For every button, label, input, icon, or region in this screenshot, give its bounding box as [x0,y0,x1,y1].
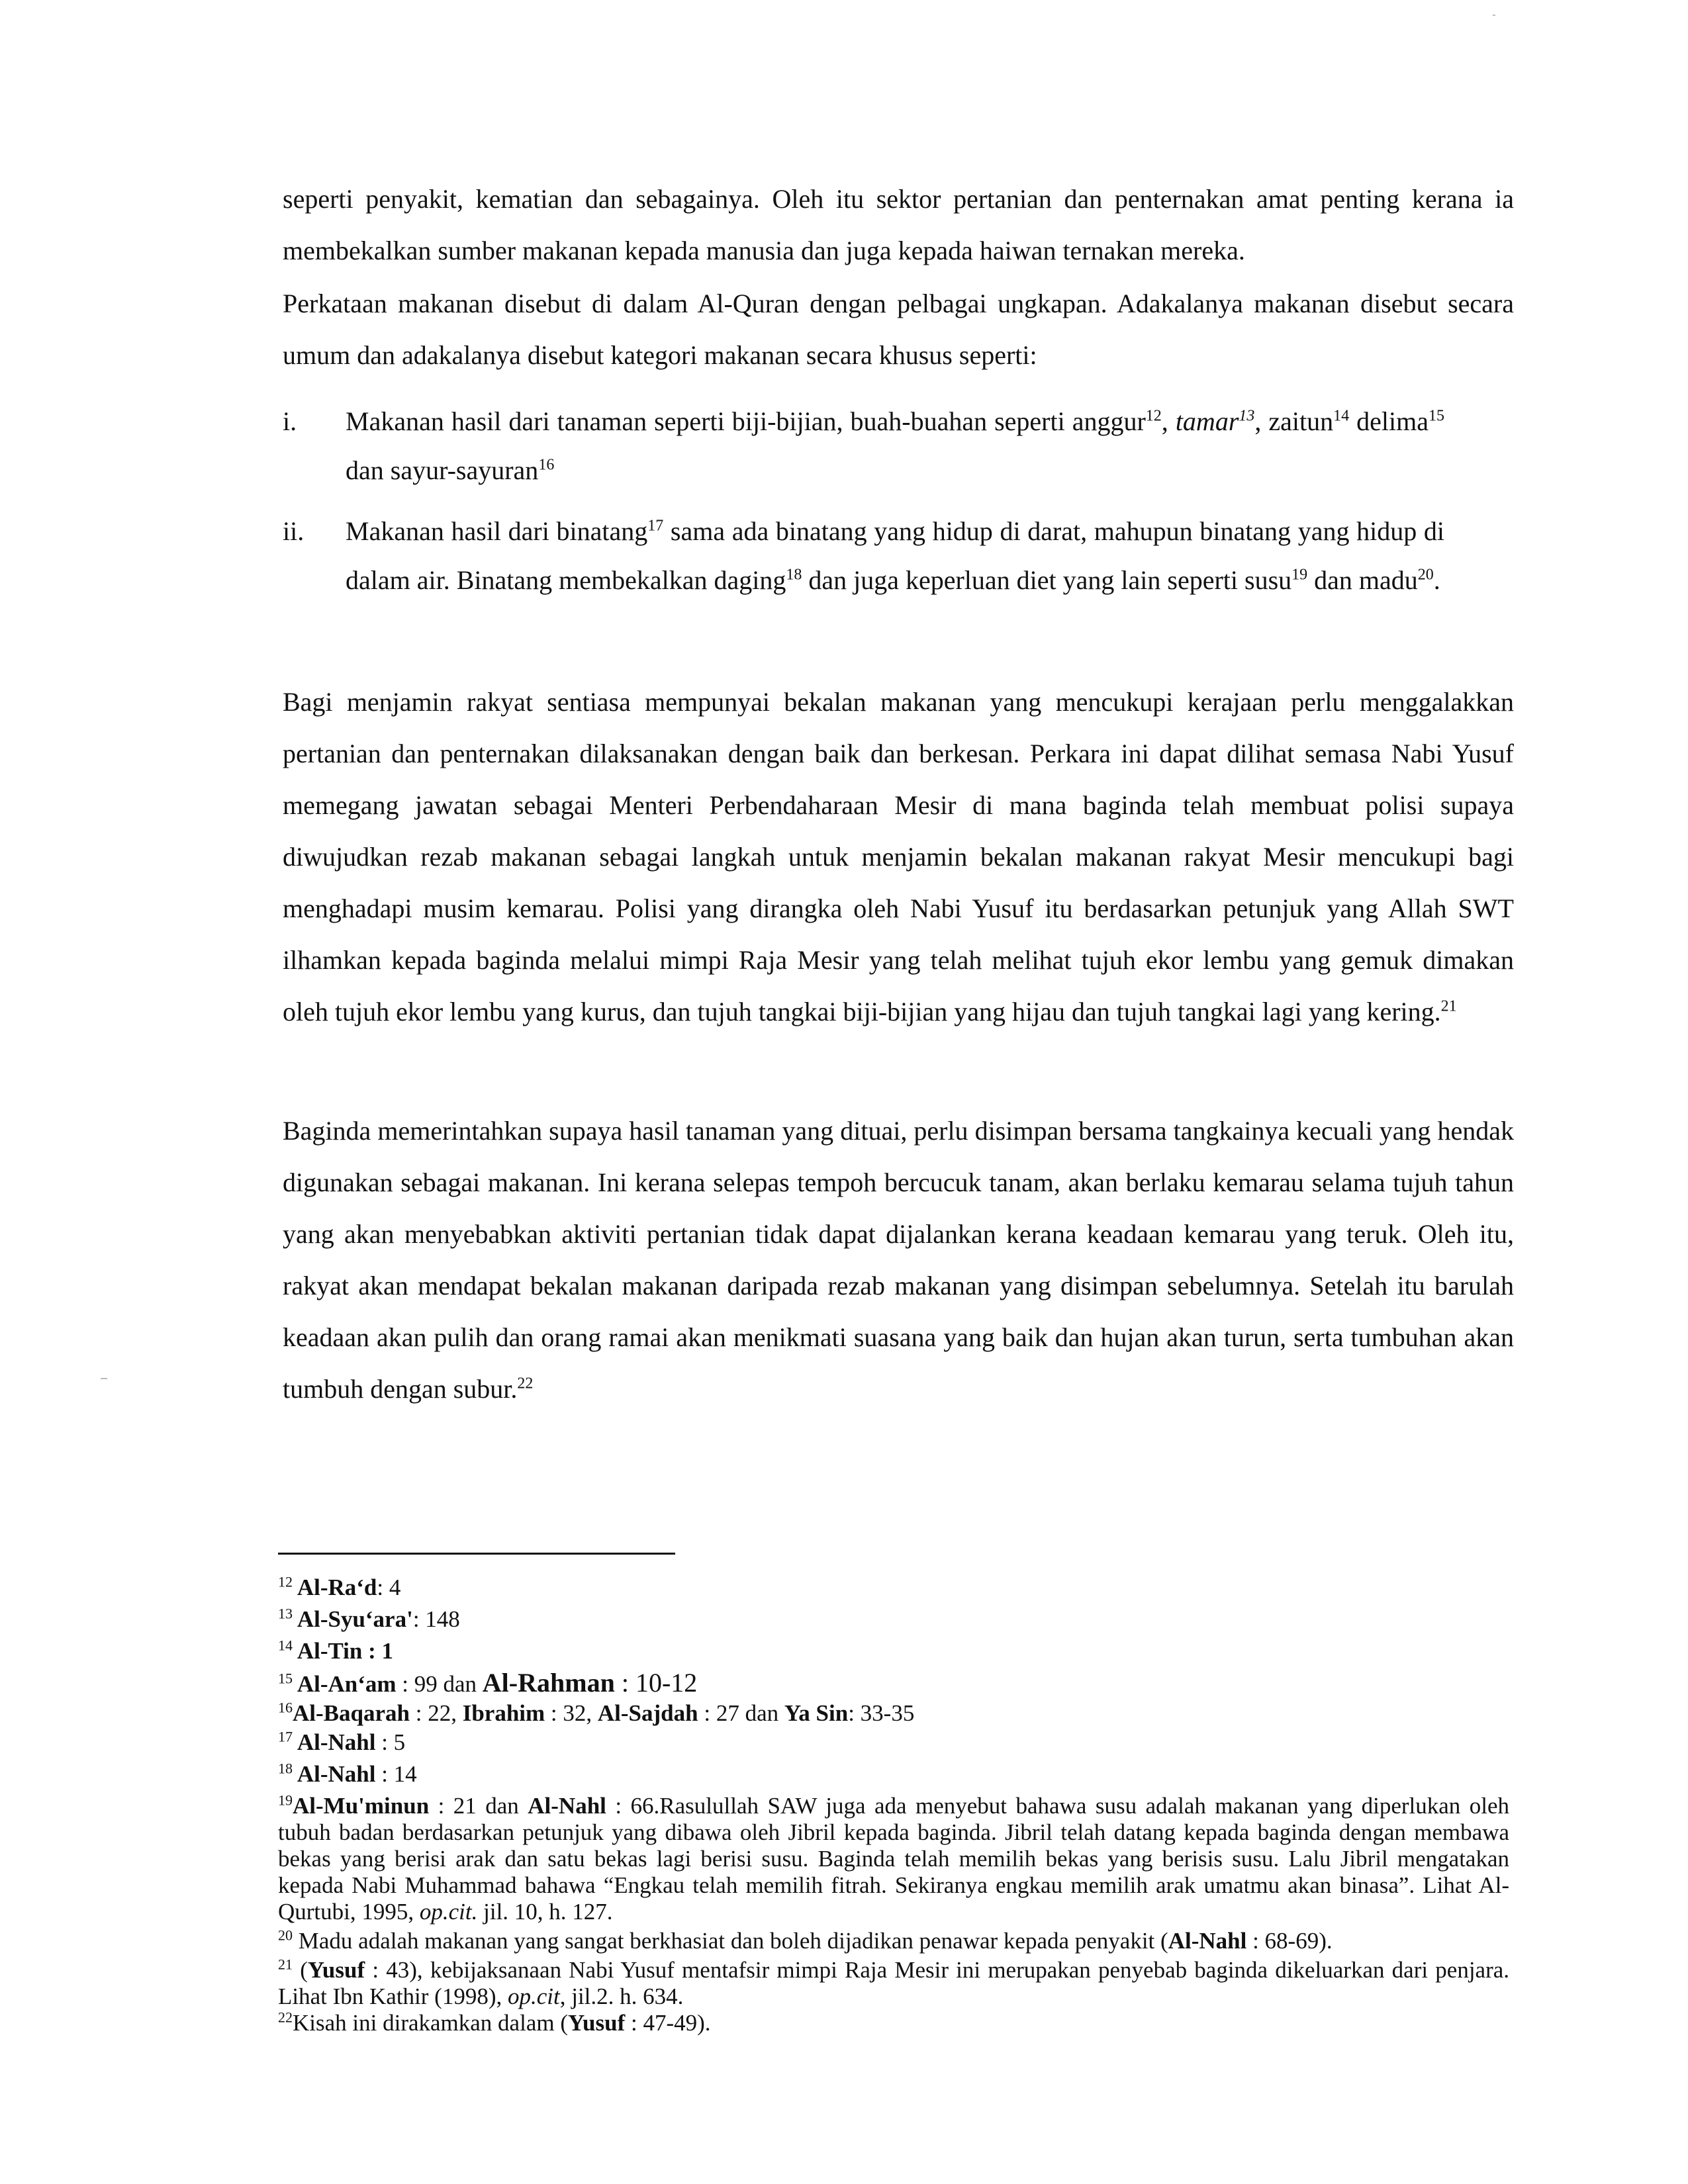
footnote-separator [278,1553,675,1555]
text-segment: : 43), kebijaksanaan Nabi Yusuf mentafsir mimpi Raja Mesir ini merupakan penyebab baginda dikeluarkan dari penjara. Lihat Ibn Kathir (1998), [278,1957,1510,2009]
footnote-reference: 19 [278,1792,293,1809]
scan-speck [1493,15,1495,16]
text-segment: . [1433,565,1440,595]
list-item-binatang [283,507,1514,605]
footnote-reference: 22 [278,2009,293,2026]
footnote-reference: 17 [278,1728,293,1745]
text-segment: : 68-69). [1246,1928,1333,1954]
footnote-16 [278,1700,1509,1727]
footnote-reference: 18 [278,1760,293,1777]
footnote-reference: 21 [1440,997,1457,1015]
text-segment: : 5 [375,1729,406,1755]
footnote-reference: 13 [1239,407,1255,425]
text-segment: : 10-12 [614,1668,698,1698]
footnote-reference: 12 [1145,407,1162,425]
footnote-15 [278,1667,1509,1700]
text-segment: Yusuf [567,2010,626,2036]
footnote-12 [278,1572,1509,1604]
text-segment: : 21 dan [429,1793,528,1819]
footnote-reference: 19 [1291,566,1308,584]
paragraph-nabi-yusuf [283,676,1514,1038]
list-item-text [346,507,1444,605]
scan-speck [101,1378,107,1379]
text-segment: Madu adalah makanan yang sangat berkhasiat dan boleh dijadikan penawar kepada penyakit ( [293,1928,1168,1954]
footnote-21 [278,1957,1509,2010]
text-segment: Baginda memerintahkan supaya hasil tanaman yang dituai, perlu disimpan bersama tangkainya kecuali yang hendak digunakan sebagai makanan. Ini kerana selepas tempoh bercucuk tanam, akan berlaku kemarau selama tujuh tahun yang akan menyebabkan aktiviti pertanian tidak dapat dijalankan kerana keadaan kemarau yang teruk. Oleh itu, rakyat akan mendapat bekalan makanan daripada rezab makanan yang disimpan sebelumnya. Setelah itu barulah keadaan akan pulih dan orang ramai akan menikmati suasana yang baik dan hujan akan turun, serta tumbuhan akan tumbuh dengan subur. [283,1116,1514,1404]
footnote-reference: 14 [1333,407,1350,425]
text-segment: : 27 dan [698,1700,784,1726]
text-segment: Perkataan makanan disebut di dalam Al-Quran dengan pelbagai ungkapan. Adakalanya makanan disebut secara umum dan adakalanya disebut kategori makanan secara khusus seperti: [283,289,1514,370]
footnote-14 [278,1635,1509,1667]
text-segment: op.cit [508,1983,560,2009]
footnote-reference: 15 [278,1670,293,1687]
text-segment: , jil.2. h. 634. [559,1983,684,2009]
text-segment: Bagi menjamin rakyat sentiasa mempunyai bekalan makanan yang mencukupi kerajaan perlu menggalakkan pertanian dan penternakan dilaksanakan dengan baik dan berkesan. Perkara ini dapat dilihat semasa Nabi Yusuf memegang jawatan sebagai Menteri Perbendaharaan Mesir di mana baginda telah membuat polisi supaya diwujudkan rezab makanan sebagai langkah untuk menjamin bekalan makanan rakyat Mesir mencukupi bagi menghadapi musim kemarau. Polisi yang dirangka oleh Nabi Yusuf itu berdasarkan petunjuk yang Allah SWT ilhamkan kepada baginda melalui mimpi Raja Mesir yang telah melihat tujuh ekor lembu yang gemuk dimakan oleh tujuh ekor lembu yang kurus, dan tujuh tangkai biji-bijian yang hijau dan tujuh tangkai lagi yang kering. [283,687,1514,1026]
footnote-20 [278,1928,1509,1954]
text-segment: : 32, [545,1700,598,1726]
text-segment: Ya Sin [784,1700,849,1726]
footnote-reference: 20 [1417,566,1434,584]
text-segment: delima [1349,406,1429,436]
text-segment: : 148 [412,1606,460,1632]
text-segment: Al-Nahl [293,1761,376,1787]
text-segment: Makanan hasil dari binatang [346,516,648,546]
text-segment: dan juga keperluan diet yang lain seperti susu [802,565,1292,595]
footnote-19 [278,1793,1509,1925]
text-segment: Al-Syu‘ara' [293,1606,413,1632]
list-marker: ii. [283,516,305,546]
text-segment: Makanan hasil dari tanaman seperti biji-bijian, buah-buahan seperti anggur [346,406,1146,436]
footnote-reference: 13 [278,1605,293,1622]
footnote-reference: 12 [278,1573,293,1590]
footnote-reference: 17 [647,517,664,535]
list-item-tanaman [283,397,1514,495]
text-segment: dan madu [1307,565,1418,595]
footnote-reference: 16 [278,1699,293,1716]
text-segment: sama ada binatang yang hidup di darat, mahupun binatang yang hidup di dalam air. Binatang membekalkan daging [346,516,1444,595]
text-segment: : 22, [409,1700,463,1726]
text-segment: jil. 10, h. 127. [477,1899,613,1925]
list-item-text [346,397,1444,495]
text-segment: seperti penyakit, kematian dan sebagainya. Oleh itu sektor pertanian dan penternakan amat penting kerana ia membekalkan sumber makanan kepada manusia dan juga kepada haiwan ternakan mereka. [283,184,1514,265]
footnote-reference: 21 [278,1956,293,1973]
text-segment: Al-Mu'minun [293,1793,430,1819]
text-segment: Ibrahim [462,1700,545,1726]
paragraph-intro [283,173,1514,277]
text-segment: : 4 [377,1574,401,1600]
footnote-13 [278,1604,1509,1635]
footnote-17 [278,1727,1509,1758]
footnotes [278,1572,1509,2036]
text-segment: tamar [1175,406,1239,436]
text-segment: , [1161,406,1176,436]
text-segment: Al-Tin : 1 [293,1638,394,1664]
text-segment: Al-Nahl [293,1729,376,1755]
footnote-reference: 18 [786,566,802,584]
text-segment: Kisah ini dirakamkan dalam ( [293,2010,568,2036]
footnote-22 [278,2010,1509,2036]
text-segment: : 14 [375,1761,417,1787]
text-segment: : 66.Rasulullah SAW juga ada menyebut bahawa susu adalah makanan yang diperlukan oleh tubuh badan berdasarkan petunjuk yang dibawa oleh Jibril kepada baginda. Jibril telah datang kepada baginda dengan membawa bekas yang berisi arak dan satu bekas lagi berisi susu. Baginda telah memilih bekas yang berisis susu. Lalu Jibril mengatakan kepada Nabi Muhammad bahawa “Engkau telah memilih fitrah. Sekiranya engkau memilih arak umatmu akan binasa”. Lihat Al-Qurtubi, 1995, [278,1793,1509,1925]
footnote-reference: 16 [538,456,555,474]
text-segment: , zaitun [1254,406,1334,436]
footnote-reference: 14 [278,1637,293,1654]
text-segment: Al-Nahl [528,1793,606,1819]
text-segment: Al-Nahl [1168,1928,1247,1954]
text-segment: Al-Ra‘d [293,1574,377,1600]
footnote-reference: 15 [1429,407,1444,425]
text-segment: op.cit. [419,1899,478,1925]
text-segment: : 99 dan [396,1671,483,1697]
text-segment: dan sayur-sayuran [346,455,539,485]
text-segment: : 47-49). [625,2010,711,2036]
footnote-reference: 20 [278,1927,293,1944]
text-segment: Al-Rahman [482,1668,615,1698]
text-segment: Al-Baqarah [293,1700,410,1726]
text-segment: ( [293,1957,308,1983]
text-segment: Yusuf [307,1957,365,1983]
list-marker: i. [283,406,297,436]
paragraph-makanan [283,278,1514,381]
text-segment: Al-Sajdah [597,1700,698,1726]
text-segment: Al-An‘am [293,1671,397,1697]
text-segment: : 33-35 [848,1700,915,1726]
footnote-18 [278,1758,1509,1790]
paragraph-baginda [283,1105,1514,1415]
footnote-reference: 22 [517,1375,534,1392]
